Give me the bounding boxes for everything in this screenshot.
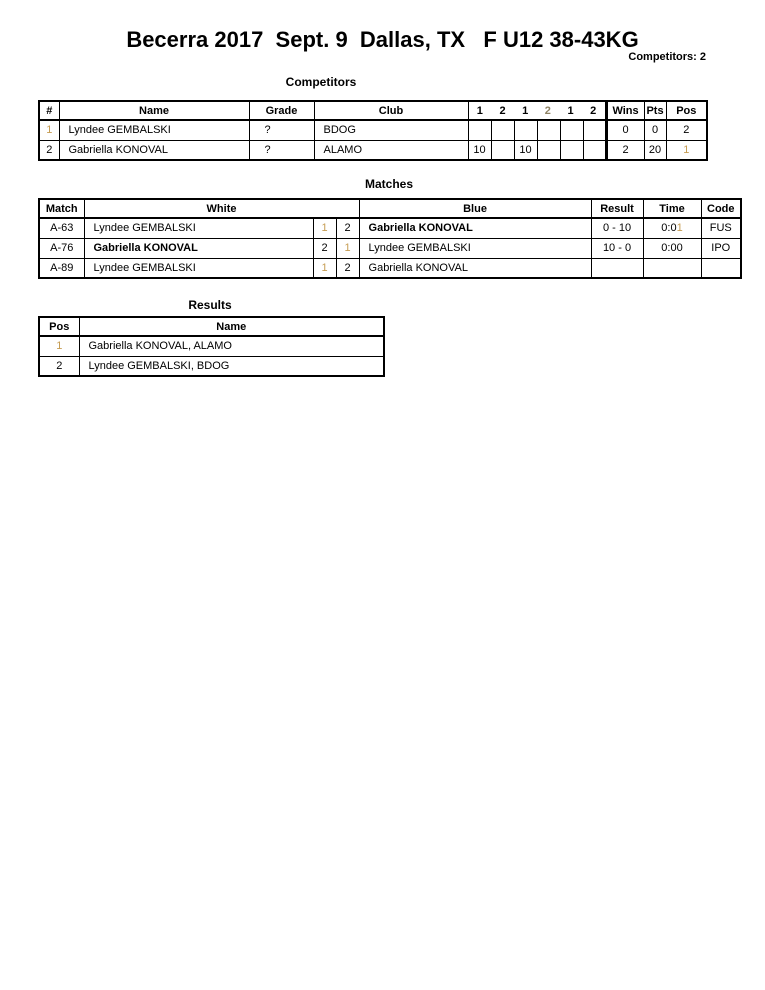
column-header-blue: Blue	[359, 199, 591, 218]
section-heading-results: Results	[188, 298, 232, 312]
match-row	[39, 258, 741, 278]
column-header-code: Code	[701, 199, 741, 218]
match-row	[39, 218, 741, 238]
column-header-name: Name	[79, 317, 384, 336]
competitor-row	[39, 120, 707, 140]
white-name: Lyndee GEMBALSKI	[84, 218, 313, 238]
blue-name: Gabriella KONOVAL	[359, 258, 591, 278]
column-header-name: Name	[59, 101, 249, 120]
round-header: 1	[522, 104, 529, 117]
pts-cell: 20	[644, 140, 666, 160]
match-result: 0 - 10	[591, 218, 643, 238]
competitor-grade: ?	[249, 120, 314, 140]
match-row	[39, 238, 741, 258]
match-id: A-63	[39, 218, 84, 238]
blue-name: Lyndee GEMBALSKI	[359, 238, 591, 258]
competitor-number: 2	[39, 140, 59, 160]
column-header-pos: Pos	[666, 101, 707, 120]
competitors-table	[38, 100, 708, 161]
competitor-club: BDOG	[314, 120, 468, 140]
blue-number: 1	[336, 238, 359, 258]
column-header-club: Club	[314, 101, 468, 120]
results-header-row	[39, 317, 384, 336]
result-pos: 1	[39, 336, 79, 356]
result-row	[39, 356, 384, 376]
match-time	[643, 218, 701, 238]
score-cell	[491, 120, 514, 140]
white-number: 1	[313, 218, 336, 238]
score-cell	[491, 140, 514, 160]
blue-name: Gabriella KONOVAL	[359, 218, 591, 238]
white-name: Lyndee GEMBALSKI	[84, 258, 313, 278]
match-time-text: 0:00	[661, 242, 683, 254]
score-cell	[560, 120, 583, 140]
result-name: Gabriella KONOVAL, ALAMO	[79, 336, 384, 356]
score-cell	[583, 120, 606, 140]
matches-table	[38, 198, 742, 279]
pts-cell: 0	[644, 120, 666, 140]
match-id: A-76	[39, 238, 84, 258]
score-cell	[583, 140, 606, 160]
match-code: FUS	[701, 218, 741, 238]
white-number: 2	[313, 238, 336, 258]
round-header: 2	[499, 104, 506, 117]
competitor-grade: ?	[249, 140, 314, 160]
column-header-grade: Grade	[249, 101, 314, 120]
blue-number: 2	[336, 258, 359, 278]
round-header-group	[469, 105, 605, 117]
score-cell: 10	[514, 140, 537, 160]
competitor-row	[39, 140, 707, 160]
result-pos: 2	[39, 356, 79, 376]
competitor-name: Lyndee GEMBALSKI	[59, 120, 249, 140]
result-name: Lyndee GEMBALSKI, BDOG	[79, 356, 384, 376]
column-header-white: White	[84, 199, 359, 218]
matches-header-row	[39, 199, 741, 218]
column-header-wins: Wins	[606, 101, 644, 120]
match-code	[701, 258, 741, 278]
pos-cell: 1	[666, 140, 707, 160]
competitor-name: Gabriella KONOVAL	[59, 140, 249, 160]
pos-cell: 2	[666, 120, 707, 140]
round-header: 1	[476, 104, 483, 117]
round-header: 2	[544, 104, 551, 117]
competitor-club: ALAMO	[314, 140, 468, 160]
wins-cell: 0	[606, 120, 644, 140]
column-header-time: Time	[643, 199, 701, 218]
round-header: 2	[590, 104, 597, 117]
section-heading-matches: Matches	[364, 177, 414, 191]
page-title: Becerra 2017 Sept. 9 Dallas, TX F U12 38-43KG	[126, 27, 639, 52]
score-cell	[560, 140, 583, 160]
column-header-pts: Pts	[644, 101, 666, 120]
score-cell	[537, 120, 560, 140]
section-heading-competitors: Competitors	[285, 75, 357, 89]
match-time	[643, 258, 701, 278]
competitors-count: Competitors: 2	[628, 51, 706, 63]
score-cell	[537, 140, 560, 160]
column-header-result: Result	[591, 199, 643, 218]
score-cell	[514, 120, 537, 140]
competitor-number: 1	[39, 120, 59, 140]
match-time-text: 0:0	[661, 222, 677, 235]
match-id: A-89	[39, 258, 84, 278]
match-result	[591, 258, 643, 278]
score-cell	[468, 120, 491, 140]
match-time	[643, 238, 701, 258]
blue-number: 2	[336, 218, 359, 238]
white-number: 1	[313, 258, 336, 278]
column-header-num: #	[39, 101, 59, 120]
white-name: Gabriella KONOVAL	[84, 238, 313, 258]
match-result: 10 - 0	[591, 238, 643, 258]
wins-cell: 2	[606, 140, 644, 160]
match-time-accent: 1	[676, 222, 683, 235]
score-cell: 10	[468, 140, 491, 160]
results-table	[38, 316, 385, 377]
result-row	[39, 336, 384, 356]
round-headers	[468, 101, 606, 120]
match-code: IPO	[701, 238, 741, 258]
round-header: 1	[567, 104, 574, 117]
competitors-header-row	[39, 101, 707, 120]
column-header-match: Match	[39, 199, 84, 218]
column-header-pos: Pos	[39, 317, 79, 336]
